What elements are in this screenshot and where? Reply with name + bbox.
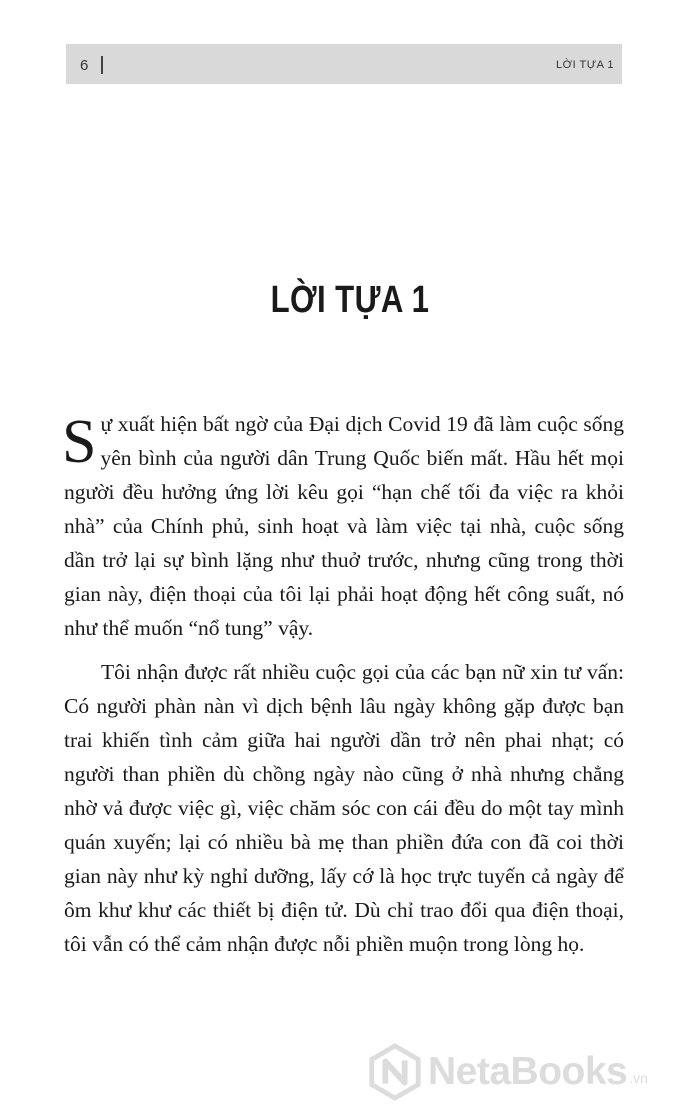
running-head: LỜI TỰA 1 [556, 59, 614, 71]
watermark-brand: NetaBooks [428, 1050, 628, 1093]
header-separator [101, 56, 103, 74]
chapter-title: LỜI TỰA 1 [270, 279, 430, 321]
watermark-suffix: .vn [629, 1070, 648, 1086]
paragraph-1 [64, 407, 624, 645]
watermark [366, 1042, 696, 1102]
body-text [64, 407, 624, 961]
header-bar [66, 44, 622, 84]
paragraph-2: Tôi nhận được rất nhiều cuộc gọi của các bạn nữ xin tư vấn: Có người phàn nàn vì dịch bệnh lâu ngày không gặp được bạn trai khiến tình cảm giữa hai người dần trở nên phai nhạt; có người than phiền dù chồng ngày nào cũng ở nhà nhưng chẳng nhờ vả được việc gì, việc chăm sóc con cái đều do một tay mình quán xuyến; lại có nhiều bà mẹ than phiền đứa con đã coi thời gian này như kỳ nghỉ dưỡng, lấy cớ là học trực tuyến cả ngày để ôm khư khư các thiết bị điện tử. Dù chỉ trao đổi qua điện thoại, tôi vẫn có thể cảm nhận được nỗi phiền muộn trong lòng họ. [64, 660, 624, 956]
paragraph-1-text: ự xuất hiện bất ngờ của Đại dịch Covid 19 đã làm cuộc sống yên bình của người dân Trung Quốc biến mất. Hầu hết mọi người đều hưởng ứng lời kêu gọi “hạn chế tối đa việc ra khỏi nhà” của Chính phủ, sinh hoạt và làm việc tại nhà, cuộc sống dần trở lại sự bình lặng như thuở trước, nhưng cũng trong thời gian này, điện thoại của tôi lại phải hoạt động hết công suất, nó như thể muốn “nổ tung” vậy. [64, 412, 624, 640]
netabooks-logo-icon [366, 1043, 424, 1101]
drop-cap: S [62, 408, 97, 476]
page-number: 6 [80, 57, 89, 74]
